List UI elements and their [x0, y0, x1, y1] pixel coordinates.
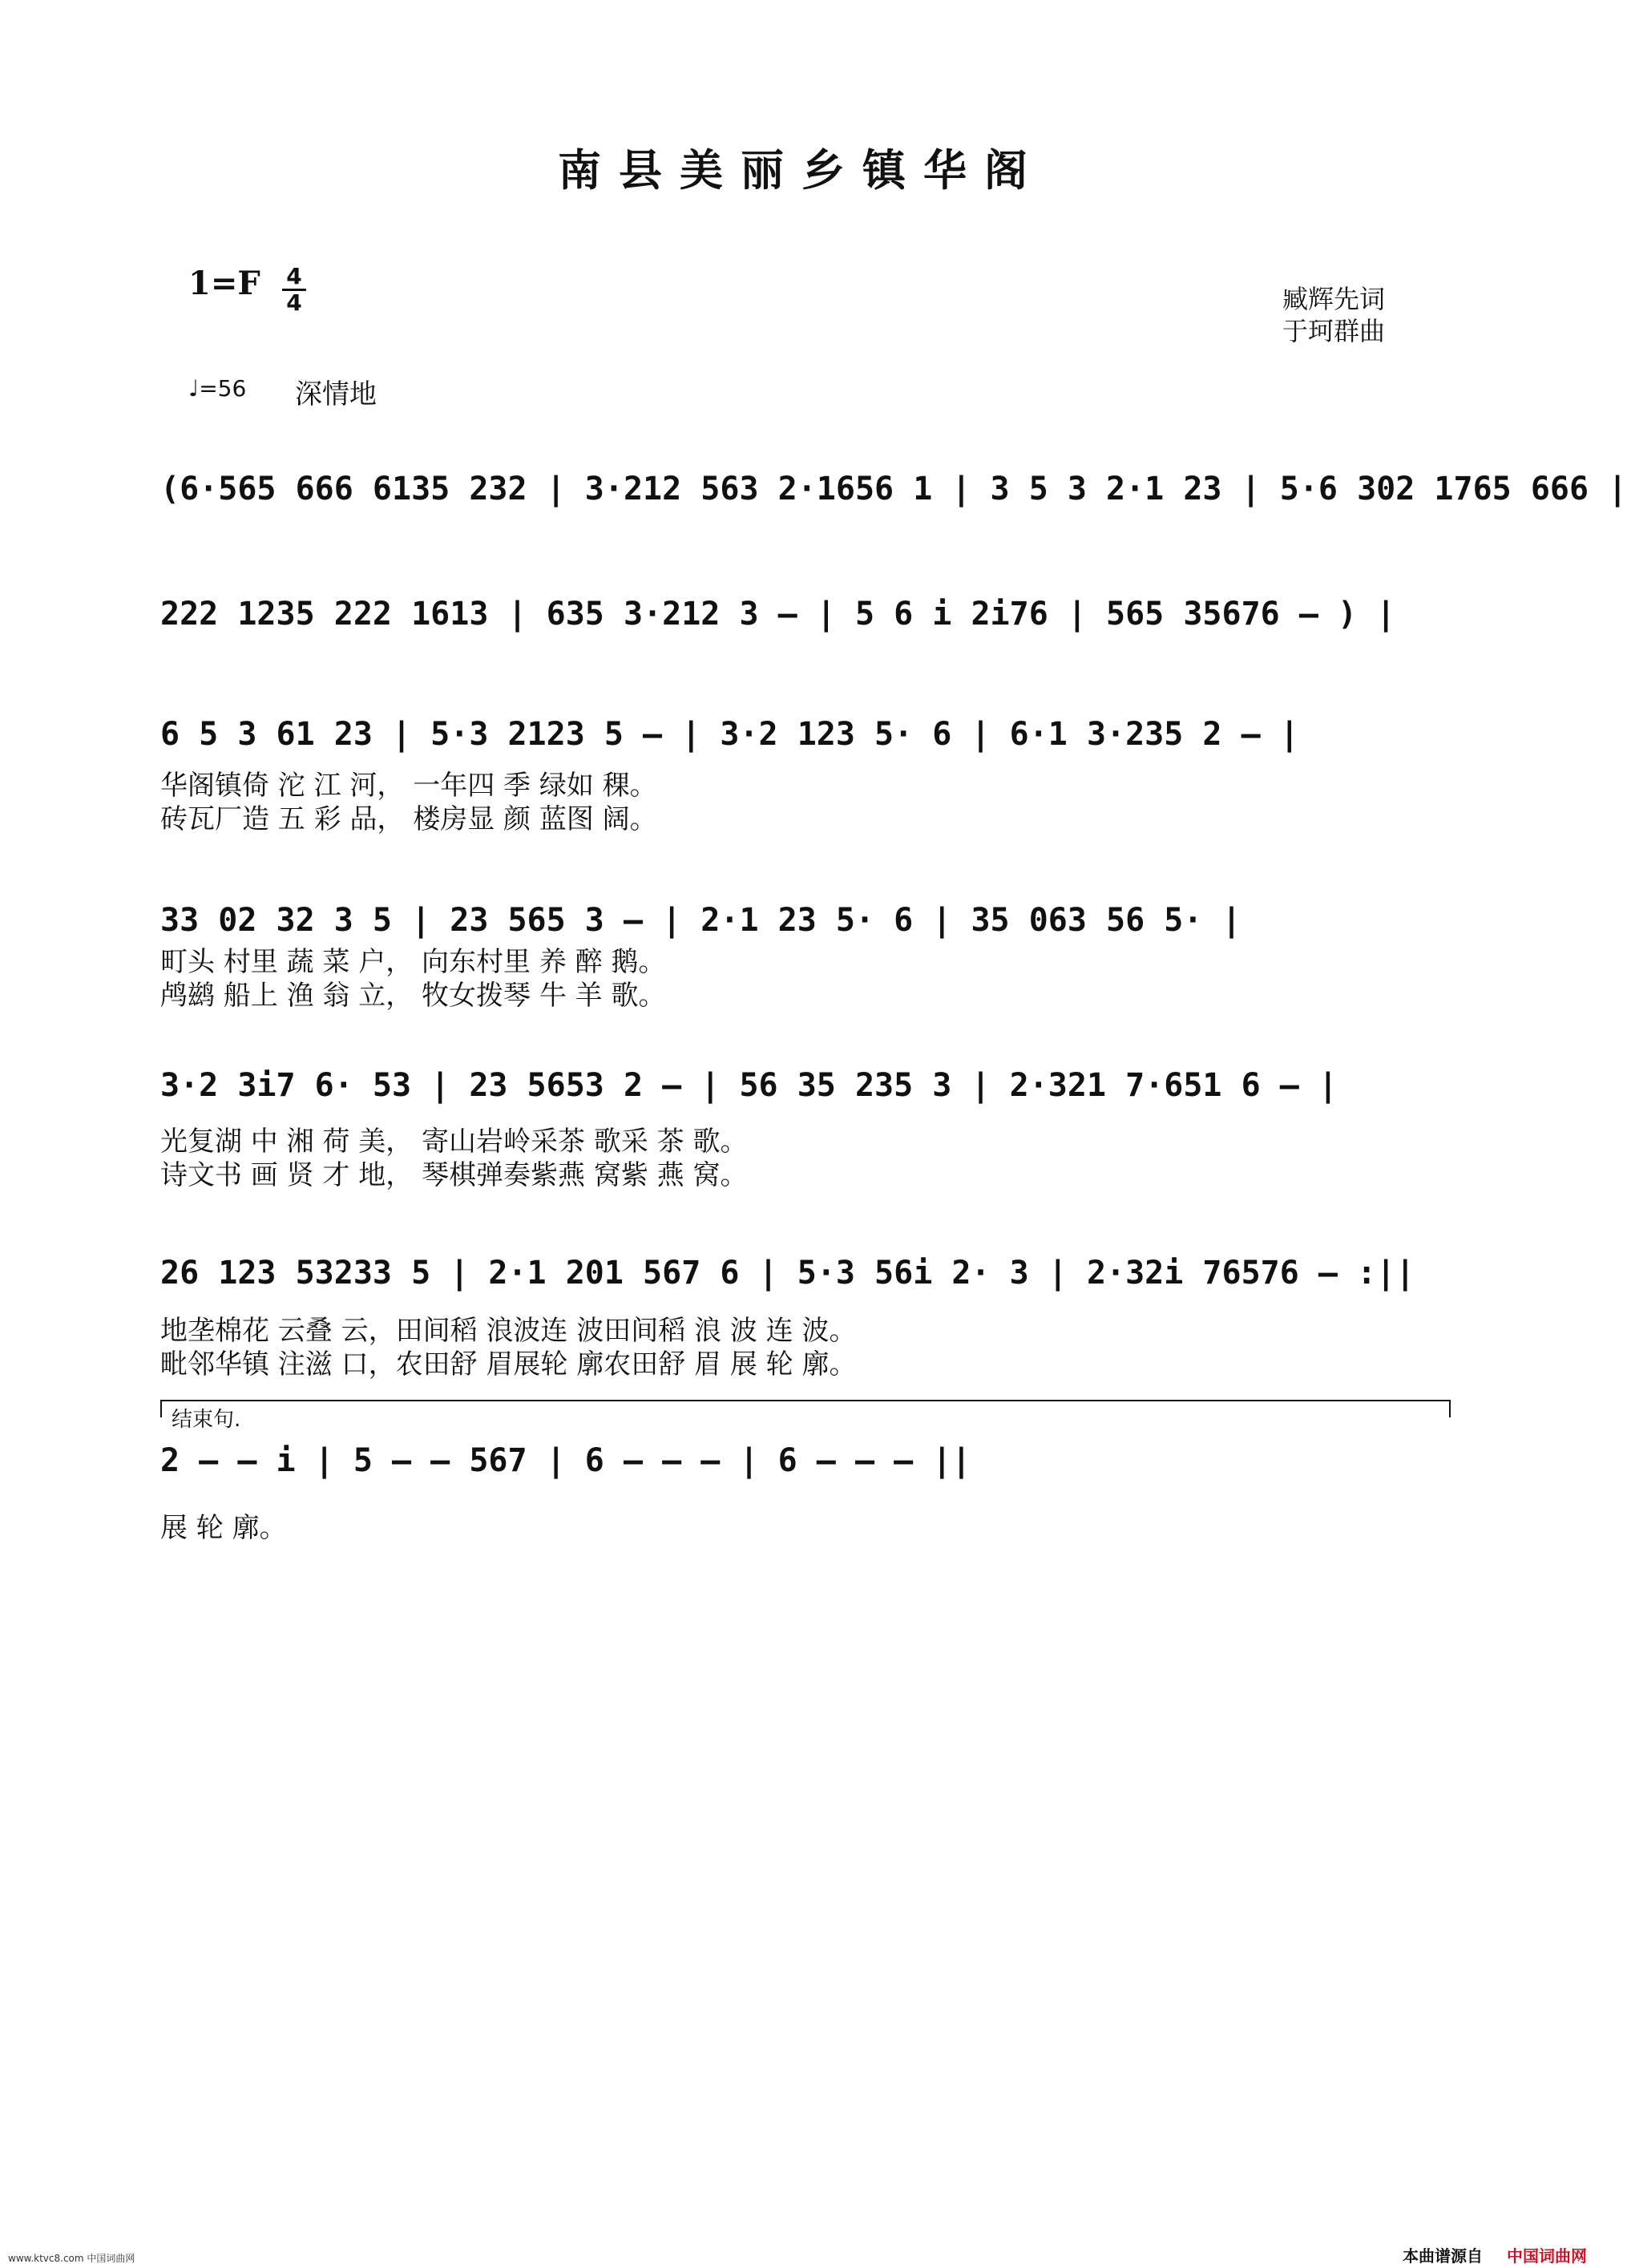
lyric-line: 光复湖 中 湘 荷 美， 寄山岩岭采茶 歌采 茶 歌。 — [160, 1126, 748, 1158]
footer-site: www.ktvc8.com 中国词曲网 — [8, 2253, 135, 2264]
score-row-2: 222 1235 222 1613 | 635 3·212 3 – | 5 6 i 2i76 | 565 35676 – ) | — [160, 596, 1396, 633]
footer-source: 本曲谱源自 — [1403, 2246, 1483, 2266]
composer-credit: 于珂群曲 — [1282, 316, 1386, 346]
score-row-5: 3·2 3i7 6· 53 | 23 5653 2 – | 56 35 235 3 | 2·321 7·651 6 – | — [160, 1067, 1338, 1104]
time-signature-top: 4 — [282, 265, 306, 291]
tempo-marking: ♩=56 — [188, 375, 247, 402]
lyric-line: 砖瓦厂造 五 彩 品， 楼房显 颜 蓝图 阔。 — [160, 803, 657, 835]
lyric-line: 诗文书 画 贤 才 地， 琴棋弹奏紫燕 窝紫 燕 窝。 — [160, 1159, 748, 1191]
expression-marking: 深情地 — [295, 378, 377, 410]
lyric-line: 华阁镇倚 沱 江 河， 一年四 季 绿如 稞。 — [160, 770, 657, 802]
key-signature: 1=F — [188, 265, 260, 302]
score-row-4: 33 02 32 3 5 | 23 565 3 – | 2·1 23 5· 6 | 35 063 56 5· | — [160, 902, 1241, 939]
score-row-1: (6·565 666 6135 232 | 3·212 563 2·1656 1 | 3 5 3 2·1 23 | 5·6 302 1765 666 | — [160, 471, 1627, 507]
lyric-line: 毗邻华镇 注滋 口，农田舒 眉展轮 廓农田舒 眉 展 轮 廓。 — [160, 1348, 857, 1381]
footer-brand: 中国词曲网 — [1507, 2246, 1587, 2266]
ending-label: 结束句. — [172, 1408, 241, 1432]
score-row-3: 6 5 3 61 23 | 5·3 2123 5 – | 3·2 123 5· 6 | 6·1 3·235 2 – | — [160, 716, 1299, 753]
time-signature-bottom: 4 — [286, 289, 302, 316]
lyric-line: 町头 村里 蔬 菜 户， 向东村里 养 醉 鹅。 — [160, 946, 666, 978]
lyric-line: 展 轮 廓。 — [160, 1512, 287, 1544]
score-row-6: 26 123 53233 5 | 2·1 201 567 6 | 5·3 56i 2· 3 | 2·32i 76576 – :|| — [160, 1255, 1415, 1292]
page-title: 南县美丽乡镇华阁 — [558, 144, 1045, 196]
lyric-line: 地垄棉花 云叠 云，田间稻 浪波连 波田间稻 浪 波 连 波。 — [160, 1315, 857, 1347]
ending-bracket — [160, 1400, 1451, 1417]
lyricist-credit: 臧辉先词 — [1282, 284, 1386, 314]
time-signature — [282, 265, 306, 315]
lyric-line: 鸬鹚 船上 渔 翁 立， 牧女拨琴 牛 羊 歌。 — [160, 980, 666, 1012]
score-row-7: 2 – – i | 5 – – 567 | 6 – – – | 6 – – – || — [160, 1442, 971, 1479]
